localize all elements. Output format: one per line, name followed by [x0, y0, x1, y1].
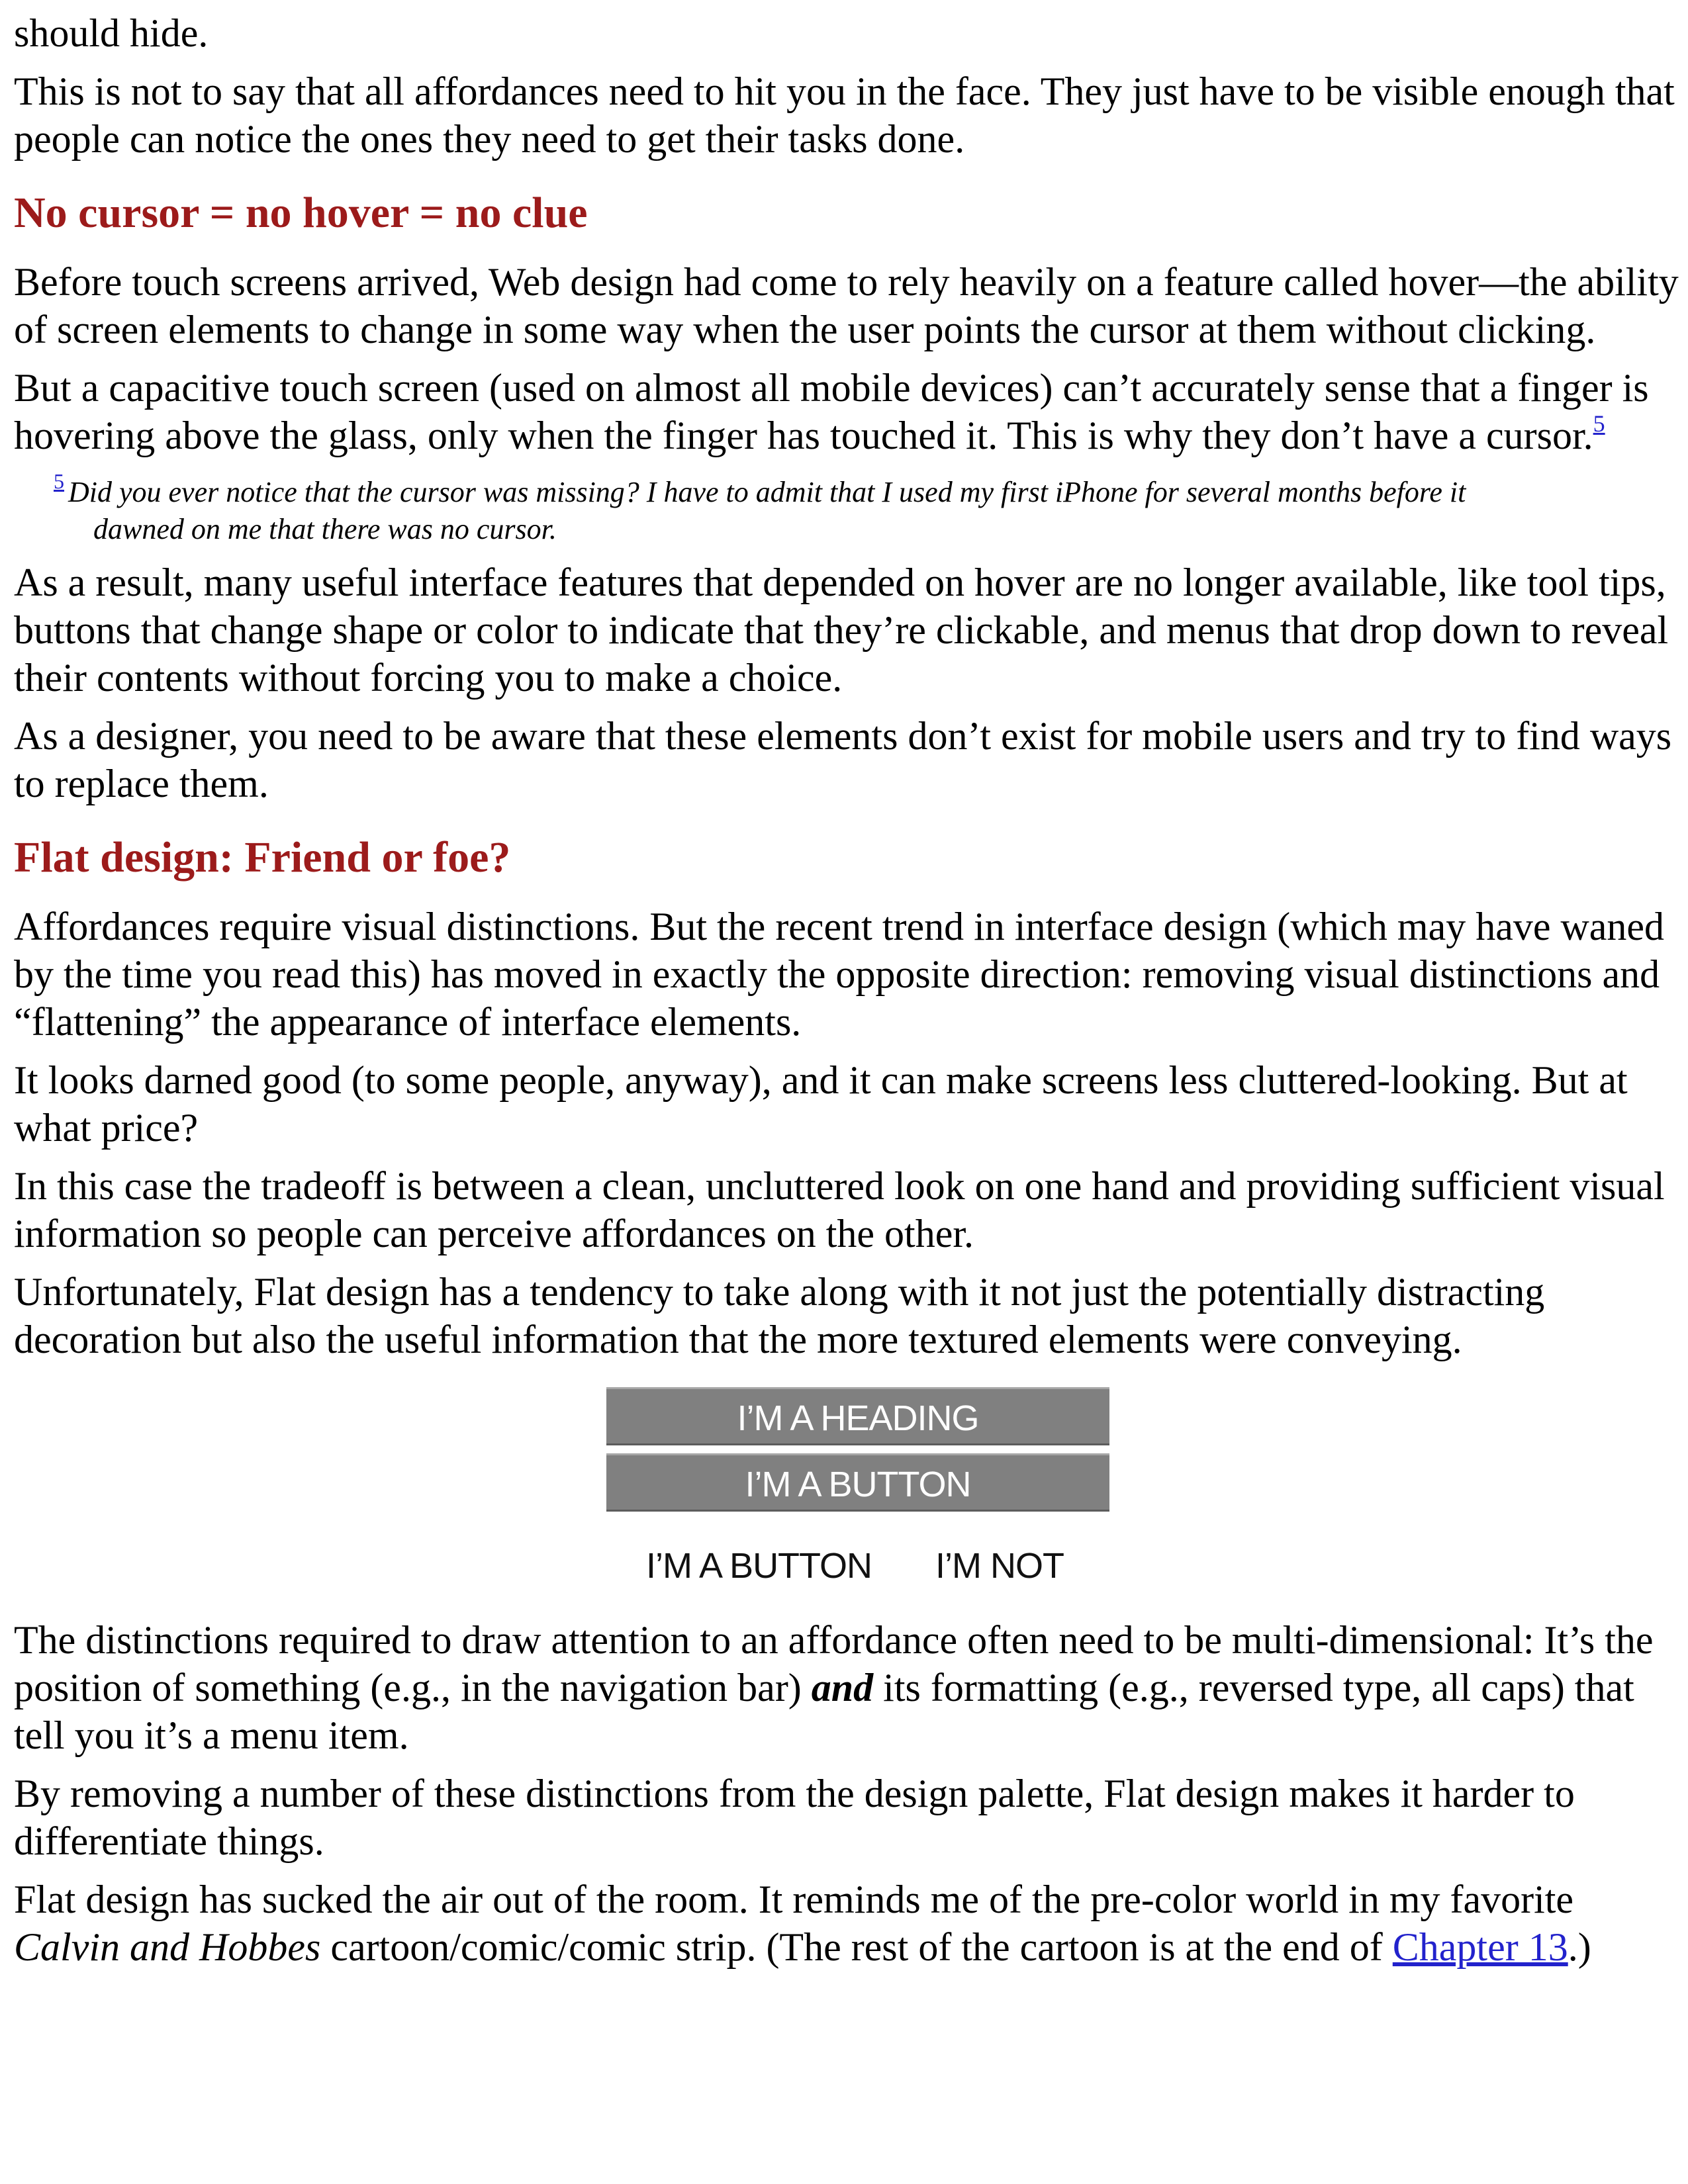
heading-flat-design: Flat design: Friend or foe?: [14, 833, 511, 882]
footnote-line-1: Did you ever notice that the cursor was missing? I have to admit that I used my first iPhone for several months before it: [68, 476, 1466, 508]
figure-plain-not-label: I’M NOT: [935, 1546, 1064, 1586]
paragraph-as-a-result: As a result, many useful interface features that depended on hover are no longer available, like tool tips, buttons that change shape or color to indicate that they’re clickable, and menus that drop down to reveal their contents without forcing you to make a choice.: [14, 561, 1669, 700]
paragraph-calvin-hobbes: [14, 1876, 1688, 1971]
paragraph-looks-good: It looks darned good (to some people, anyway), and it can make screens less cluttered-looking. But at what price?: [14, 1058, 1628, 1150]
flat-design-figure: [14, 1387, 1688, 1606]
heading-no-cursor: No cursor = no hover = no clue: [14, 189, 588, 237]
paragraph-calvin-c: .): [1568, 1925, 1591, 1969]
paragraph-multi-dimensional-b: its formatting (e.g., reversed type, all caps) that tell you it’s a menu item.: [14, 1666, 1634, 1757]
paragraph-calvin-title: Calvin and Hobbes: [14, 1925, 321, 1969]
paragraph-as-a-designer: As a designer, you need to be aware that these elements don’t exist for mobile users and try to find ways to replace them.: [14, 714, 1672, 805]
footnote: [54, 469, 1688, 548]
figure-heading-bar: I’M A HEADING: [606, 1387, 1109, 1445]
paragraph-calvin-b: cartoon/comic/comic strip. (The rest of the cartoon is at the end of: [320, 1925, 1393, 1969]
paragraph-multi-dimensional-a: The distinctions required to draw attention to an affordance often need to be multi-dimensional: It’s the position of something (e.g., in the navigation bar): [14, 1618, 1654, 1709]
paragraph-capacitive-text: But a capacitive touch screen (used on almost all mobile devices) can’t accurately sense that a finger is hovering above the glass, only when the finger has touched it. This is why they don’t have a cursor.: [14, 366, 1649, 457]
paragraph-affordances-visible: This is not to say that all affordances need to hit you in the face. They just have to be visible enough that people can notice the ones they need to get their tasks done.: [14, 69, 1675, 161]
paragraph-continuation: should hide.: [14, 11, 209, 55]
paragraph-multi-dimensional: [14, 1616, 1688, 1759]
paragraph-visual-distinctions: Affordances require visual distinctions. But the recent trend in interface design (which may have waned by the time you read this) has moved in exactly the opposite direction: removing visual distinctions and “flattening” the appearance of interface elements.: [14, 905, 1665, 1044]
paragraph-hover: Before touch screens arrived, Web design had come to rely heavily on a feature called hover—the ability of screen elements to change in some way when the user points the cursor at them without clicking.: [14, 260, 1679, 351]
paragraph-removing-distinctions: By removing a number of these distinctions from the design palette, Flat design makes it harder to differentiate things.: [14, 1772, 1575, 1863]
paragraph-multi-dimensional-em: and: [811, 1666, 874, 1709]
paragraph-calvin-a: Flat design has sucked the air out of the room. It reminds me of the pre-color world in my favorite: [14, 1878, 1574, 1921]
chapter-13-link[interactable]: Chapter 13: [1392, 1925, 1568, 1969]
figure-button-bar: I’M A BUTTON: [606, 1453, 1109, 1512]
paragraph-capacitive: [14, 364, 1688, 459]
paragraph-unfortunately: Unfortunately, Flat design has a tendency to take along with it not just the potentially distracting decoration but also the useful information that the more textured elements were conveying.: [14, 1270, 1545, 1361]
paragraph-tradeoff: In this case the tradeoff is between a clean, uncluttered look on one hand and providing sufficient visual information so people can perceive affordances on the other.: [14, 1164, 1665, 1255]
footnote-ref-link[interactable]: 5: [1593, 410, 1605, 437]
footnote-mark-link[interactable]: 5: [54, 469, 64, 493]
footnote-line-2: dawned on me that there was no cursor.: [93, 513, 557, 545]
figure-plain-button-label: I’M A BUTTON: [646, 1546, 872, 1586]
